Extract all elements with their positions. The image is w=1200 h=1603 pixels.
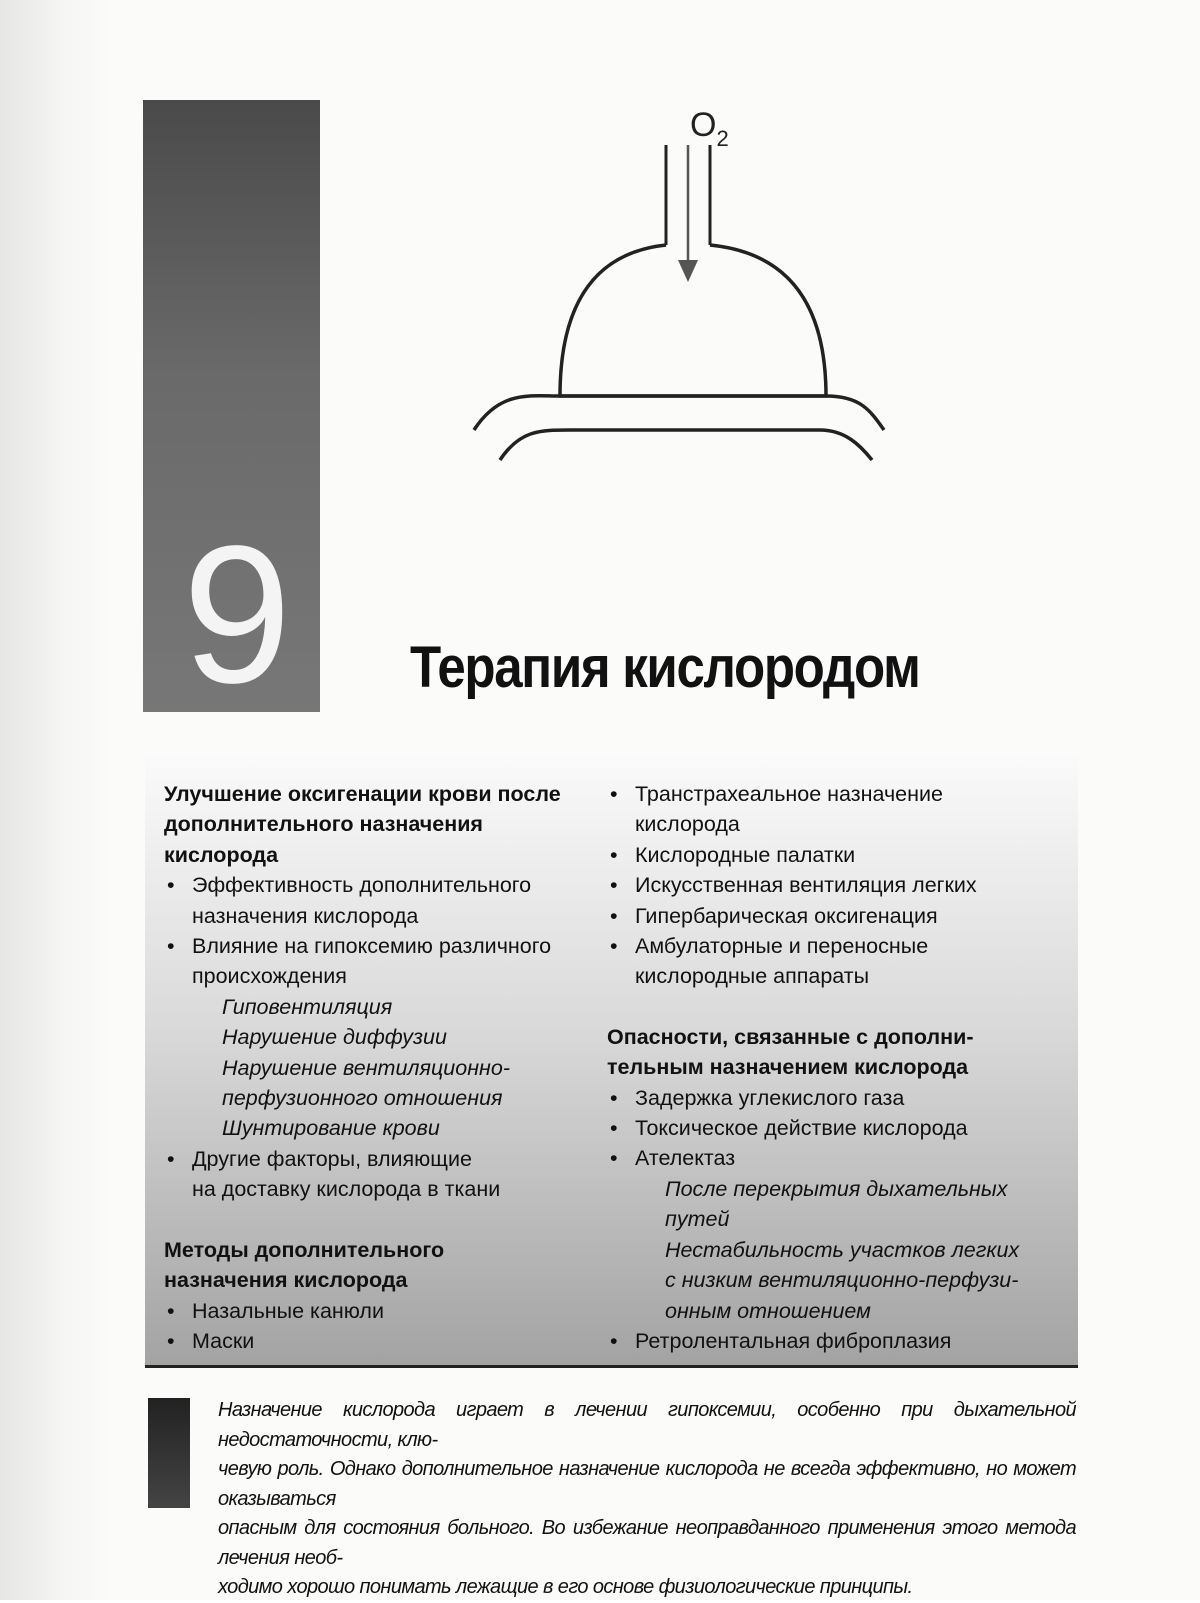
oxygen-tent-icon bbox=[470, 100, 890, 480]
item-line: • Назальные канюли bbox=[192, 1298, 384, 1323]
sub-item: Гиповентиляция bbox=[222, 994, 393, 1019]
note-line: ходимо хорошо понимать лежащие в его основе физиологические принципы. bbox=[218, 1576, 913, 1598]
note-marker-bar bbox=[148, 1398, 190, 1508]
item-line: • Амбулаторные и переносные bbox=[635, 934, 929, 959]
item-line: кислорода bbox=[635, 812, 740, 837]
item-line: • Ретролентальная фиброплазия bbox=[635, 1328, 952, 1353]
list-item bbox=[164, 870, 609, 931]
methods-list-cont bbox=[607, 779, 1067, 992]
heading-line: кислорода bbox=[164, 842, 279, 867]
item-line: • Кислородные палатки bbox=[635, 842, 856, 867]
item-line: кислородные аппараты bbox=[635, 964, 870, 989]
chapter-number: 9 bbox=[182, 505, 288, 724]
hypoxemia-causes-list bbox=[164, 992, 609, 1144]
heading-line: Методы дополнительного bbox=[164, 1237, 445, 1262]
oxygen-label: $O_2$ bbox=[690, 106, 729, 151]
list-item bbox=[607, 931, 1067, 992]
sub-item: После перекрытия дыхательных bbox=[665, 1176, 1008, 1201]
atelectasis-causes-list bbox=[607, 1174, 1067, 1326]
item-line: • Влияние на гипоксемию различного bbox=[192, 934, 552, 959]
heading-line: Опасности, связанные с дополни- bbox=[607, 1024, 974, 1049]
item-line: происхождения bbox=[192, 964, 347, 989]
note-line: чевую роль. Однако дополнительное назначение кислорода не всегда эффективно, но может оказываться bbox=[218, 1458, 1076, 1510]
heading-line: тельным назначением кислорода bbox=[607, 1055, 969, 1080]
chapter-title: Терапия кислородом bbox=[410, 635, 920, 700]
list-item bbox=[607, 1113, 1067, 1143]
item-line: • Токсическое действие кислорода bbox=[635, 1116, 968, 1141]
sub-item: Нарушение диффузии bbox=[222, 1025, 447, 1050]
tent-base-upper bbox=[474, 396, 884, 430]
sub-item: Нарушение вентиляционно- bbox=[222, 1055, 511, 1080]
section-heading-hazards bbox=[607, 1022, 1067, 1083]
sub-item: путей bbox=[665, 1207, 730, 1232]
list-item bbox=[607, 1326, 1067, 1356]
sub-item: перфузионного отношения bbox=[222, 1086, 503, 1111]
list-item bbox=[164, 1296, 609, 1326]
item-line: • Транстрахеальное назначение bbox=[635, 782, 943, 806]
item-line: назначения кислорода bbox=[192, 903, 419, 928]
heading-line: назначения кислорода bbox=[164, 1268, 408, 1293]
item-line: • Искусственная вентиляция легких bbox=[635, 873, 977, 898]
list-item bbox=[607, 840, 1067, 870]
list-item bbox=[607, 1083, 1067, 1113]
sub-item: Шунтирование крови bbox=[222, 1116, 440, 1141]
oxygenation-list bbox=[164, 870, 609, 992]
note-line: Назначение кислорода играет в лечении гипоксемии, особенно при дыхательной недостаточности, клю- bbox=[218, 1399, 1076, 1451]
item-line: • Другие факторы, влияющие bbox=[192, 1146, 472, 1171]
sub-item: Нестабильность участков легких bbox=[665, 1237, 1020, 1262]
section-heading-oxygenation bbox=[164, 779, 609, 870]
heading-line: Улучшение оксигенации крови после bbox=[164, 782, 561, 806]
item-line: • Гипербарическая оксигенация bbox=[635, 903, 938, 928]
oxygenation-list-cont bbox=[164, 1144, 609, 1205]
list-item bbox=[607, 779, 1067, 840]
methods-list bbox=[164, 1296, 609, 1357]
binding-shadow bbox=[0, 0, 112, 1600]
list-item bbox=[607, 901, 1067, 931]
item-line: • Эффективность дополнительного bbox=[192, 873, 532, 898]
list-item bbox=[164, 931, 609, 992]
hazards-list-cont bbox=[607, 1326, 1067, 1356]
item-line: • Задержка углекислого газа bbox=[635, 1085, 905, 1110]
flow-arrow-head bbox=[678, 260, 698, 282]
chapter-intro-note bbox=[218, 1396, 1076, 1603]
item-line: • Маски bbox=[192, 1328, 255, 1353]
note-line: опасным для состояния больного. Во избежание неоправданного применения этого метода лечения необ- bbox=[218, 1517, 1076, 1569]
summary-column-right bbox=[607, 779, 1067, 1356]
section-heading-methods bbox=[164, 1235, 609, 1296]
list-item bbox=[607, 1143, 1067, 1173]
chapter-summary-box bbox=[145, 757, 1078, 1368]
list-item bbox=[164, 1326, 609, 1356]
hazards-list bbox=[607, 1083, 1067, 1174]
heading-line: дополнительного назначения bbox=[164, 812, 483, 837]
list-item bbox=[607, 870, 1067, 900]
tent-base-lower bbox=[500, 430, 872, 460]
summary-column-left bbox=[164, 779, 609, 1356]
list-item bbox=[164, 1144, 609, 1205]
sub-item: онным отношением bbox=[665, 1298, 871, 1323]
item-line: • Ателектаз bbox=[635, 1146, 736, 1171]
item-line: на доставку кислорода в ткани bbox=[192, 1177, 501, 1202]
sub-item: с низким вентиляционно-перфузи- bbox=[665, 1268, 1019, 1293]
